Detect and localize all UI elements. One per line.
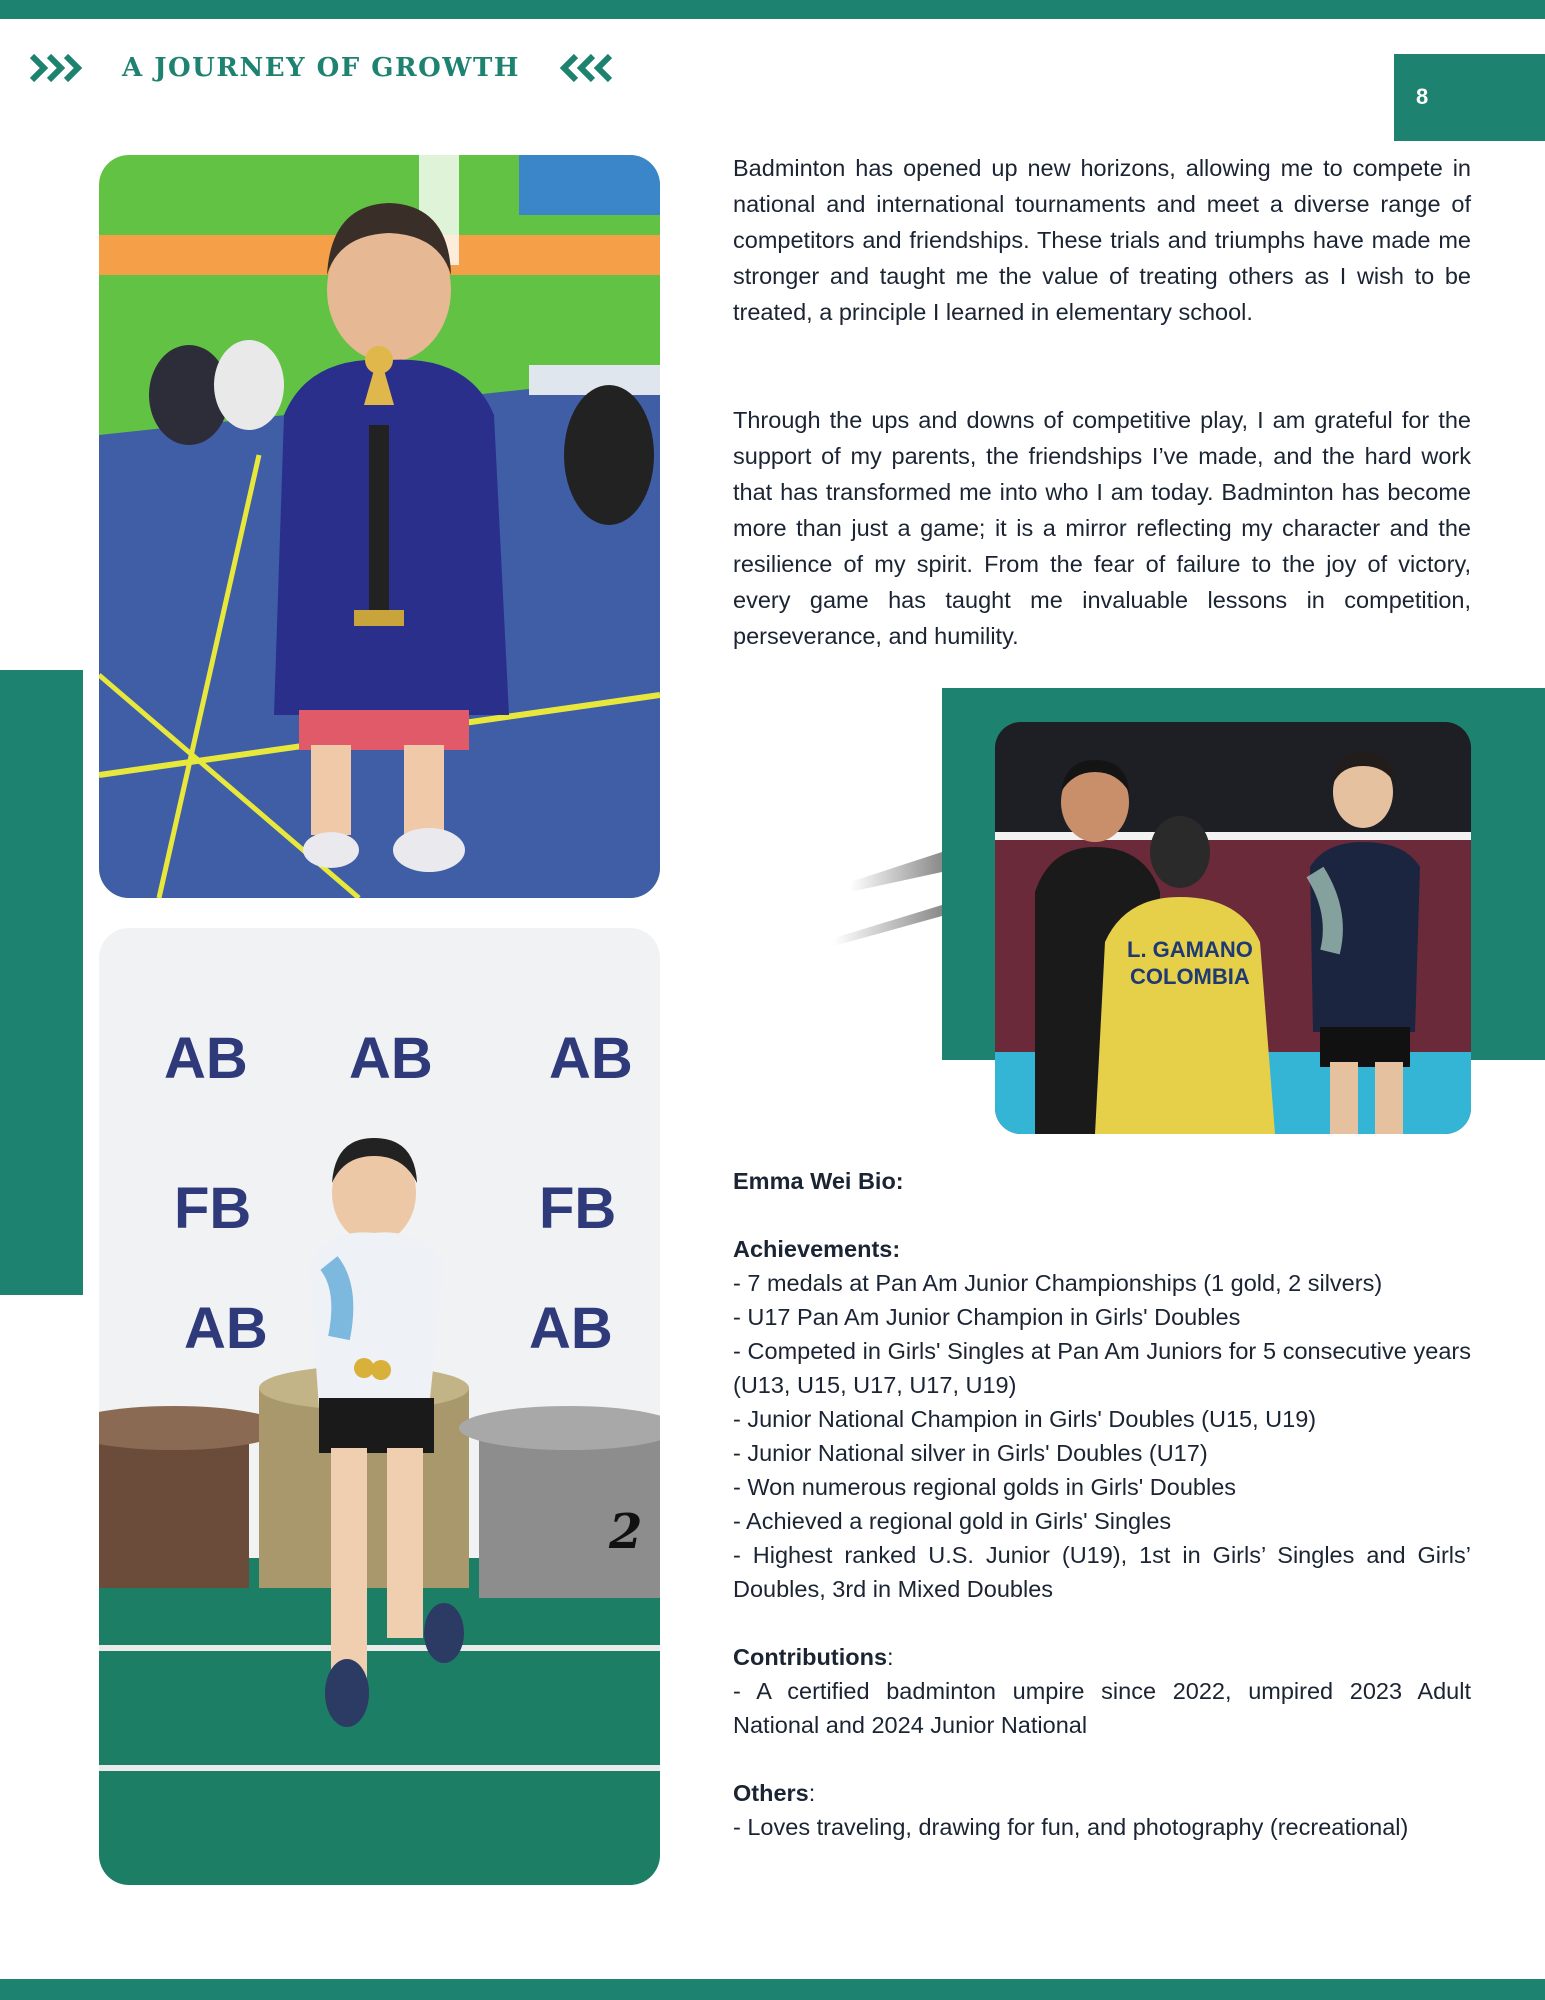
contributions-heading-line xyxy=(733,1640,1471,1674)
left-accent-block xyxy=(0,670,83,1295)
contribution-item: - A certified badminton umpire since 2022, umpired 2023 Adult National and 2024 Junior National xyxy=(733,1678,1471,1738)
achievement-item: - Achieved a regional gold in Girls' Singles xyxy=(733,1508,1172,1534)
others-colon: : xyxy=(808,1780,816,1806)
others-heading-line xyxy=(733,1776,1471,1810)
achievement-item: - U17 Pan Am Junior Champion in Girls' Doubles xyxy=(733,1304,1241,1330)
svg-text:AB: AB xyxy=(529,1296,613,1361)
photo-girl-with-trophy xyxy=(99,155,660,898)
svg-text:AB: AB xyxy=(349,1026,433,1091)
achievement-item: - Junior National silver in Girls' Doubles (U17) xyxy=(733,1440,1208,1466)
others-item: - Loves traveling, drawing for fun, and photography (recreational) xyxy=(733,1814,1409,1840)
others-heading: Others xyxy=(733,1780,809,1806)
achievement-item: - Won numerous regional golds in Girls' Doubles xyxy=(733,1474,1237,1500)
page-title: A JOURNEY OF GROWTH xyxy=(122,53,520,83)
svg-text:AB: AB xyxy=(164,1026,248,1091)
decorative-streaks xyxy=(830,850,945,950)
achievement-item: - Competed in Girls' Singles at Pan Am Juniors for 5 consecutive years (U13, U15, U17, U17, U19) xyxy=(733,1338,1471,1398)
contributions-heading: Contributions xyxy=(733,1644,888,1670)
page-number-box xyxy=(1394,54,1545,141)
intro-paragraph-2: Through the ups and downs of competitive play, I am grateful for the support of my parents, the friendships I’ve made, and the hard work that has transformed me into who I am today. Badminton has become more than just a game; it is a mirror reflecting my character and the resilience of my spirit. From the fear of failure to the joy of victory, every game has taught me invaluable lessons in competition, perseverance, and humility. xyxy=(733,407,1471,649)
svg-text:AB: AB xyxy=(549,1026,633,1091)
photo-players-with-umpire xyxy=(995,722,1471,1134)
svg-text:COLOMBIA: COLOMBIA xyxy=(1130,964,1250,989)
bio-heading: Emma Wei Bio: xyxy=(733,1168,904,1194)
svg-text:2: 2 xyxy=(609,1504,643,1560)
bio-section xyxy=(733,1164,1471,1844)
section-header xyxy=(30,46,612,90)
svg-text:FB: FB xyxy=(539,1176,617,1241)
double-chevron-right-icon xyxy=(30,53,86,83)
svg-text:AB: AB xyxy=(184,1296,268,1361)
bottom-accent-bar xyxy=(0,1979,1545,2000)
page-number: 8 xyxy=(1416,84,1429,109)
top-accent-bar xyxy=(0,0,1545,19)
achievement-item: - Highest ranked U.S. Junior (U19), 1st in Girls’ Singles and Girls’ Doubles, 3rd in Mixed Doubles xyxy=(733,1542,1471,1602)
contributions-colon: : xyxy=(887,1644,894,1670)
achievements-heading: Achievements: xyxy=(733,1236,901,1262)
svg-text:FB: FB xyxy=(174,1176,252,1241)
svg-text:L. GAMANO: L. GAMANO xyxy=(1127,937,1253,962)
intro-paragraph-1: Badminton has opened up new horizons, allowing me to compete in national and international tournaments and meet a diverse range of competitors and friendships. These trials and triumphs have made me stronger and taught me the value of treating others as I wish to be treated, a principle I learned in elementary school. xyxy=(733,155,1471,325)
photo-girl-on-podium-with-medals xyxy=(99,928,660,1885)
achievement-item: - 7 medals at Pan Am Junior Championships (1 gold, 2 silvers) xyxy=(733,1270,1383,1296)
achievement-item: - Junior National Champion in Girls' Doubles (U15, U19) xyxy=(733,1406,1317,1432)
double-chevron-left-icon xyxy=(556,53,612,83)
